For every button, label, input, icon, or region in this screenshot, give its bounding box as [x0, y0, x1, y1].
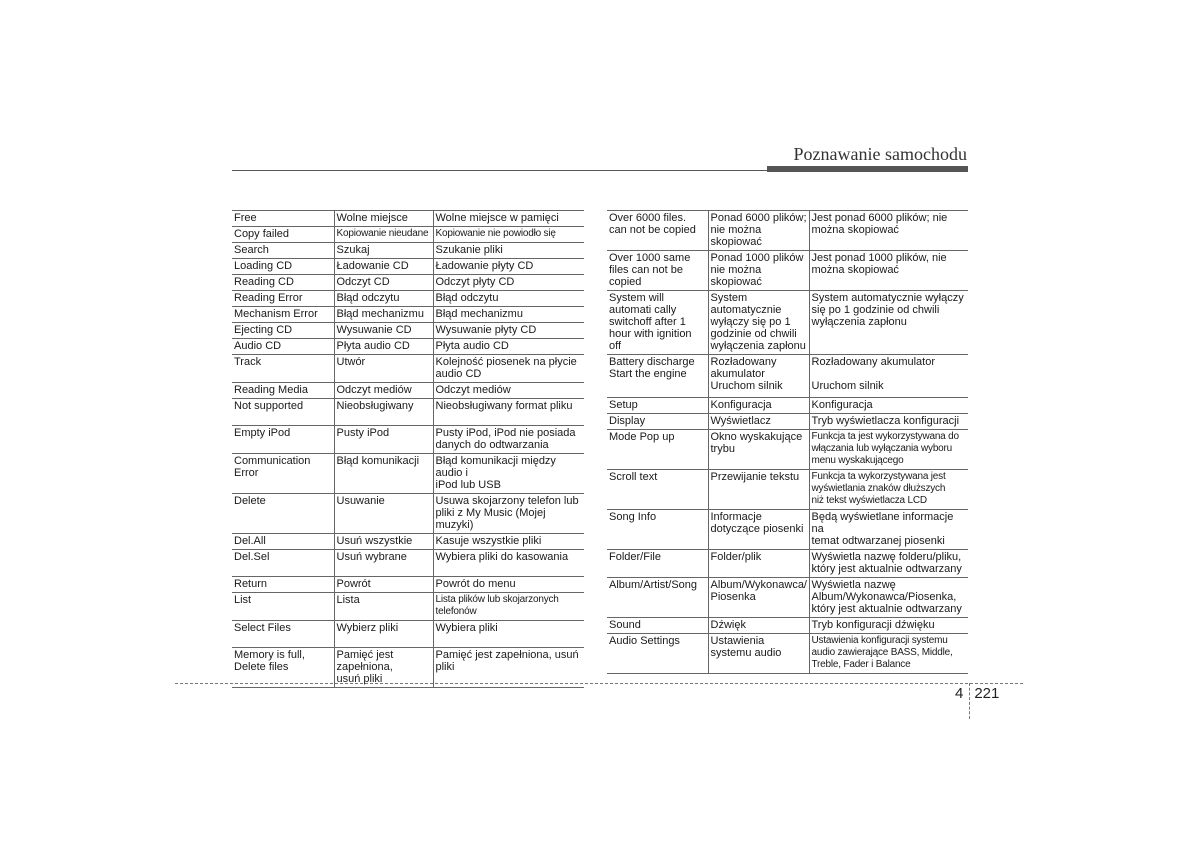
- left-table-cell: [433, 259, 584, 275]
- left-table-cell: [433, 243, 584, 259]
- message-term: Audio Settings: [609, 635, 680, 647]
- message-description: Kolejność piosenek na płycie audio CD: [435, 356, 577, 380]
- left-table-cell: [232, 259, 334, 275]
- right-table-row: [607, 355, 968, 398]
- message-description: Lista plików lub skojarzonych telefonów: [435, 594, 559, 617]
- message-term: Delete: [234, 495, 266, 507]
- right-table-cell: [708, 414, 809, 430]
- right-table-cell: [607, 398, 708, 414]
- left-table-row: [232, 426, 584, 454]
- left-table-row: [232, 291, 584, 307]
- left-message-table: [232, 210, 584, 688]
- left-table-cell: [334, 593, 433, 621]
- left-table-cell: [334, 227, 433, 243]
- right-table-cell: [708, 634, 809, 674]
- message-term: Reading Media: [234, 384, 308, 396]
- right-table-row: [607, 510, 968, 550]
- message-translation: Ponad 6000 plików; nie można skopiować: [710, 212, 807, 248]
- right-table-cell: [607, 578, 708, 618]
- right-table-cell: [607, 550, 708, 578]
- message-translation: Wysuwanie CD: [336, 324, 412, 336]
- left-table-cell: [334, 534, 433, 550]
- right-table-row: [607, 618, 968, 634]
- message-translation: Pusty iPod: [336, 427, 390, 439]
- message-description: Płyta audio CD: [435, 340, 509, 352]
- message-translation: Usuń wybrane: [336, 551, 407, 563]
- left-table-cell: [334, 275, 433, 291]
- message-translation: Szukaj: [336, 244, 370, 256]
- left-table-cell: [334, 291, 433, 307]
- message-description: Odczyt mediów: [435, 384, 511, 396]
- right-table-cell: [607, 470, 708, 510]
- left-table-cell: [232, 454, 334, 494]
- right-table-row: [607, 291, 968, 355]
- left-table-cell: [334, 211, 433, 227]
- right-table-row: [607, 578, 968, 618]
- right-table-cell: [708, 291, 809, 355]
- message-description: Funkcja ta jest wykorzystywana do włączania lub wyłączania wyboru menu wyskakującego: [811, 431, 959, 466]
- right-table-cell: [607, 291, 708, 355]
- message-description: Wyświetla nazwę folderu/pliku, który jest aktualnie odtwarzany: [811, 551, 962, 575]
- left-table-cell: [232, 494, 334, 534]
- left-table-cell: [433, 534, 584, 550]
- left-table-row: [232, 454, 584, 494]
- left-table-row: [232, 399, 584, 426]
- message-term: Over 6000 files. can not be copied: [609, 212, 696, 236]
- message-translation: Konfiguracja: [710, 399, 772, 411]
- left-table-cell: [334, 399, 433, 426]
- left-table-row: [232, 648, 584, 688]
- message-term: Folder/File: [609, 551, 661, 563]
- message-description: Konfiguracja: [811, 399, 873, 411]
- right-table-cell: [809, 355, 968, 398]
- message-description: Kopiowanie nie powiodło się: [435, 228, 556, 239]
- message-term: Mode Pop up: [609, 431, 675, 443]
- right-table-cell: [607, 634, 708, 674]
- left-table-cell: [433, 621, 584, 648]
- left-table-cell: [232, 307, 334, 323]
- left-table-cell: [433, 323, 584, 339]
- message-translation: Lista: [336, 594, 360, 606]
- message-term: Scroll text: [609, 471, 658, 483]
- footer-rule: [175, 683, 1023, 684]
- right-table-cell: [708, 398, 809, 414]
- left-table-cell: [334, 648, 433, 688]
- message-description: Pusty iPod, iPod nie posiada danych do odtwarzania: [435, 427, 576, 451]
- header-rule: [232, 170, 767, 171]
- left-table-cell: [232, 383, 334, 399]
- message-translation: Dźwięk: [710, 619, 746, 631]
- left-table-row: [232, 211, 584, 227]
- left-table-cell: [433, 307, 584, 323]
- message-description: Rozładowany akumulator Uruchom silnik: [811, 356, 936, 392]
- left-table-cell: [433, 227, 584, 243]
- message-term: Over 1000 same files can not be copied: [609, 252, 691, 288]
- message-translation: Błąd mechanizmu: [336, 308, 424, 320]
- message-term: Del.All: [234, 535, 266, 547]
- message-translation: Płyta audio CD: [336, 340, 410, 352]
- right-table-cell: [607, 510, 708, 550]
- right-table-cell: [708, 618, 809, 634]
- message-description: Ładowanie płyty CD: [435, 260, 534, 272]
- left-table-row: [232, 593, 584, 621]
- message-translation: Odczyt mediów: [336, 384, 412, 396]
- message-translation: Odczyt CD: [336, 276, 390, 288]
- right-table-cell: [809, 291, 968, 355]
- message-translation: Ustawienia systemu audio: [710, 635, 782, 659]
- message-term: Search: [234, 244, 269, 256]
- message-description: Usuwa skojarzony telefon lub pliki z My Music (Mojej muzyki): [435, 495, 579, 531]
- left-table-row: [232, 383, 584, 399]
- left-table-cell: [334, 259, 433, 275]
- right-message-table: [607, 210, 968, 674]
- message-translation: Usuń wszystkie: [336, 535, 413, 547]
- left-table-cell: [232, 243, 334, 259]
- message-translation: Okno wyskakujące trybu: [710, 431, 803, 455]
- message-description: Jest ponad 6000 plików; nie można skopiować: [811, 212, 948, 236]
- left-table-row: [232, 323, 584, 339]
- message-term: Battery discharge Start the engine: [609, 356, 695, 380]
- message-term: List: [234, 594, 252, 606]
- left-table-row: [232, 259, 584, 275]
- left-table-cell: [433, 291, 584, 307]
- left-table-row: [232, 494, 584, 534]
- right-table-cell: [809, 634, 968, 674]
- message-term: Reading CD: [234, 276, 294, 288]
- message-description: Błąd mechanizmu: [435, 308, 523, 320]
- message-description: Wyświetla nazwę Album/Wykonawca/Piosenka, który jest aktualnie odtwarzany: [811, 579, 962, 615]
- left-table-cell: [433, 494, 584, 534]
- right-table-cell: [708, 550, 809, 578]
- left-table-row: [232, 621, 584, 648]
- left-table-cell: [232, 550, 334, 577]
- message-term: Reading Error: [234, 292, 303, 304]
- message-translation: Wolne miejsce: [336, 212, 408, 224]
- message-term: Mechanism Error: [234, 308, 318, 320]
- right-table-row: [607, 398, 968, 414]
- right-table-cell: [708, 355, 809, 398]
- left-table-cell: [232, 621, 334, 648]
- left-table-cell: [232, 593, 334, 621]
- left-table-row: [232, 550, 584, 577]
- message-translation: Informacje dotyczące piosenki: [710, 511, 804, 535]
- left-table-cell: [433, 275, 584, 291]
- message-term: Communication Error: [234, 455, 311, 479]
- message-translation: Pamięć jest zapełniona, usuń pliki: [336, 649, 394, 685]
- left-table-cell: [232, 426, 334, 454]
- message-translation: Rozładowany akumulator Uruchom silnik: [710, 356, 783, 392]
- message-term: Copy failed: [234, 228, 290, 240]
- message-description: Szukanie pliki: [435, 244, 503, 256]
- left-table-cell: [433, 577, 584, 593]
- message-term: Sound: [609, 619, 641, 631]
- right-table-cell: [809, 414, 968, 430]
- left-table-cell: [334, 243, 433, 259]
- message-term: Track: [234, 356, 262, 368]
- right-table-cell: [809, 430, 968, 470]
- message-description: Funkcja ta wykorzystywana jest wyświetlania znaków dłuższych niż tekst wyświetlacza LCD: [811, 471, 946, 506]
- right-table-cell: [607, 618, 708, 634]
- right-table-cell: [809, 398, 968, 414]
- message-term: Select Files: [234, 622, 291, 634]
- right-table-row: [607, 251, 968, 291]
- message-description: Błąd odczytu: [435, 292, 499, 304]
- left-table-cell: [433, 399, 584, 426]
- message-term: Song Info: [609, 511, 657, 523]
- right-table-cell: [809, 251, 968, 291]
- header-rule-accent: [767, 166, 968, 172]
- left-table-cell: [433, 454, 584, 494]
- right-table-cell: [809, 470, 968, 510]
- right-table-cell: [607, 355, 708, 398]
- page-number-divider: [969, 683, 970, 719]
- message-description: Wybiera pliki: [435, 622, 498, 634]
- left-table-cell: [334, 355, 433, 383]
- right-table-row: [607, 430, 968, 470]
- left-table-row: [232, 355, 584, 383]
- right-table-cell: [708, 430, 809, 470]
- message-term: Display: [609, 415, 646, 427]
- left-table-cell: [232, 275, 334, 291]
- message-translation: Błąd odczytu: [336, 292, 400, 304]
- message-translation: Wybierz pliki: [336, 622, 399, 634]
- message-translation: Ponad 1000 plików nie można skopiować: [710, 252, 804, 288]
- left-table-cell: [433, 211, 584, 227]
- message-term: Album/Artist/Song: [609, 579, 698, 591]
- message-term: Audio CD: [234, 340, 282, 352]
- left-table-cell: [433, 339, 584, 355]
- message-term: Not supported: [234, 400, 304, 412]
- left-table-cell: [334, 323, 433, 339]
- message-description: Będą wyświetlane informacje na temat odtwarzanej piosenki: [811, 511, 954, 547]
- right-table-cell: [607, 251, 708, 291]
- left-table-cell: [433, 550, 584, 577]
- right-table-row: [607, 211, 968, 251]
- left-table-cell: [334, 454, 433, 494]
- right-table-cell: [607, 414, 708, 430]
- message-translation: Utwór: [336, 356, 366, 368]
- message-term: System will automati cally switchoff after 1 hour with ignition off: [609, 292, 692, 352]
- message-translation: System automatycznie wyłączy się po 1 godzinie od chwili wyłączenia zapłonu: [710, 292, 806, 352]
- page-number: [955, 685, 999, 719]
- message-description: Odczyt płyty CD: [435, 276, 515, 288]
- left-table-cell: [232, 534, 334, 550]
- message-term: Memory is full, Delete files: [234, 649, 305, 673]
- left-table-cell: [232, 323, 334, 339]
- message-translation: Wyświetlacz: [710, 415, 771, 427]
- left-table-row: [232, 577, 584, 593]
- left-table-row: [232, 534, 584, 550]
- right-table-cell: [607, 430, 708, 470]
- right-table-row: [607, 550, 968, 578]
- message-translation: Ładowanie CD: [336, 260, 409, 272]
- left-table-cell: [433, 383, 584, 399]
- message-translation: Kopiowanie nieudane: [336, 228, 429, 239]
- message-term: Ejecting CD: [234, 324, 293, 336]
- left-table-cell: [232, 211, 334, 227]
- left-table-cell: [232, 339, 334, 355]
- message-description: Wolne miejsce w pamięci: [435, 212, 559, 224]
- left-table-cell: [232, 399, 334, 426]
- right-table-cell: [607, 211, 708, 251]
- message-term: Setup: [609, 399, 638, 411]
- right-table-row: [607, 414, 968, 430]
- left-table-cell: [334, 621, 433, 648]
- right-table-cell: [708, 470, 809, 510]
- message-translation: Album/Wykonawca/ Piosenka: [710, 579, 807, 603]
- message-description: Tryb wyświetlacza konfiguracji: [811, 415, 960, 427]
- message-description: Jest ponad 1000 plików, nie można skopiować: [811, 252, 947, 276]
- right-table-cell: [809, 510, 968, 550]
- left-table-row: [232, 339, 584, 355]
- right-table-cell: [809, 550, 968, 578]
- left-table-cell: [334, 494, 433, 534]
- message-translation: Nieobsługiwany: [336, 400, 414, 412]
- message-description: Wybiera pliki do kasowania: [435, 551, 569, 563]
- left-table-cell: [232, 227, 334, 243]
- message-description: System automatycznie wyłączy się po 1 godzinie od chwili wyłączenia zapłonu: [811, 292, 964, 328]
- page-number-value: 221: [974, 685, 1000, 702]
- message-description: Nieobsługiwany format pliku: [435, 400, 573, 412]
- left-table-cell: [433, 593, 584, 621]
- right-table-cell: [809, 211, 968, 251]
- message-translation: Folder/plik: [710, 551, 762, 563]
- message-description: Pamięć jest zapełniona, usuń pliki: [435, 649, 579, 673]
- left-table-cell: [334, 307, 433, 323]
- right-table-row: [607, 634, 968, 674]
- message-translation: Usuwanie: [336, 495, 385, 507]
- message-translation: Błąd komunikacji: [336, 455, 420, 467]
- chapter-number: 4: [955, 685, 964, 702]
- left-table-row: [232, 227, 584, 243]
- message-translation: Powrót: [336, 578, 371, 590]
- left-table-cell: [334, 550, 433, 577]
- right-table-cell: [708, 211, 809, 251]
- left-table-cell: [232, 355, 334, 383]
- right-table-row: [607, 470, 968, 510]
- message-term: Free: [234, 212, 257, 224]
- left-table-cell: [334, 339, 433, 355]
- left-table-cell: [334, 426, 433, 454]
- left-table-row: [232, 243, 584, 259]
- left-table-cell: [433, 355, 584, 383]
- right-table-cell: [708, 510, 809, 550]
- message-description: Tryb konfiguracji dźwięku: [811, 619, 935, 631]
- message-description: Powrót do menu: [435, 578, 516, 590]
- left-table-cell: [232, 648, 334, 688]
- left-table-cell: [232, 577, 334, 593]
- left-table-cell: [433, 648, 584, 688]
- message-description: Kasuje wszystkie pliki: [435, 535, 542, 547]
- message-term: Empty iPod: [234, 427, 291, 439]
- right-table-cell: [809, 578, 968, 618]
- page-header-title: Poznawanie samochodu: [793, 144, 967, 164]
- message-term: Del.Sel: [234, 551, 270, 563]
- message-description: Wysuwanie płyty CD: [435, 324, 537, 336]
- message-term: Return: [234, 578, 268, 590]
- left-table-cell: [232, 291, 334, 307]
- left-table-cell: [334, 577, 433, 593]
- left-table-cell: [334, 383, 433, 399]
- left-table-row: [232, 275, 584, 291]
- left-table-row: [232, 307, 584, 323]
- message-description: Ustawienia konfiguracji systemu audio zawierające BASS, Middle, Treble, Fader i Balance: [811, 635, 953, 670]
- right-table-cell: [809, 618, 968, 634]
- right-table-cell: [708, 251, 809, 291]
- message-description: Błąd komunikacji między audio i iPod lub USB: [435, 455, 556, 491]
- left-table-cell: [433, 426, 584, 454]
- right-table-cell: [708, 578, 809, 618]
- message-term: Loading CD: [234, 260, 293, 272]
- message-translation: Przewijanie tekstu: [710, 471, 800, 483]
